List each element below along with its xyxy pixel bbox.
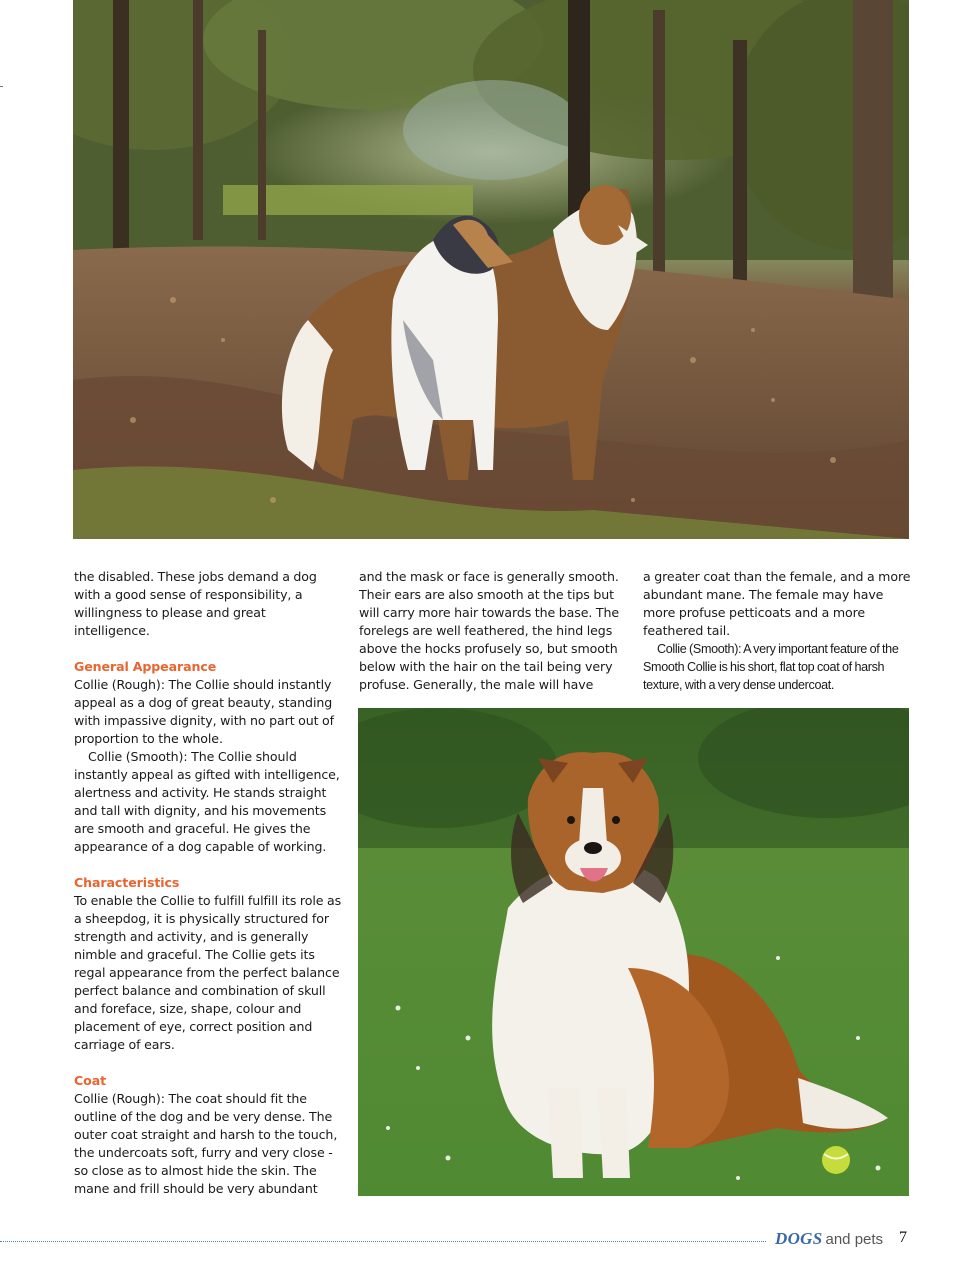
margin-mark [0, 86, 3, 87]
footer-brand [775, 1229, 883, 1253]
heading-general-appearance: General Appearance [74, 659, 217, 674]
brand-dogs: DOGS [775, 1229, 823, 1248]
coat-continued-paragraph: and the mask or face is generally smooth. Their ears are also smooth at the tips but will carry more hair towards the base. The forelegs are well feathered, the hind legs above the hocks profusely so, but smooth below with the hair on the tail being very profuse. Generally, the male will have [359, 569, 620, 692]
page-number: 7 [899, 1229, 907, 1246]
text-column-3 [643, 568, 911, 694]
coat-female-paragraph: a greater coat than the female, and a more abundant mane. The female may have more profuse petticoats and a more feathered tail. [643, 569, 911, 638]
sitting-collie-illustration [358, 708, 909, 1196]
top-photo [73, 0, 909, 539]
intro-paragraph: the disabled. These jobs demand a dog with a good sense of responsibility, a willingness to please and great intelligence. [74, 569, 317, 638]
text-column-1 [74, 568, 342, 1198]
brand-and-pets: and pets [825, 1231, 884, 1248]
general-rough-paragraph: Collie (Rough): The Collie should instantly appeal as a dog of great beauty, standing with impassive dignity, with no part out of proportion to the whole. [74, 677, 335, 746]
general-smooth-paragraph: Collie (Smooth): The Collie should instantly appeal as gifted with intelligence, alertness and activity. He stands straight and tall with dignity, and his movements are smooth and graceful. He gives the appearance of a dog capable of working. [74, 749, 340, 854]
coat-smooth-paragraph: Collie (Smooth): A very important feature of the Smooth Collie is his short, flat top coat of harsh texture, with a very dense undercoat. [643, 642, 899, 692]
heading-characteristics: Characteristics [74, 875, 180, 890]
heading-coat: Coat [74, 1073, 107, 1088]
top-photo-illustration [73, 0, 909, 539]
coat-rough-paragraph: Collie (Rough): The coat should fit the outline of the dog and be very dense. The outer coat straight and harsh to the touch, the undercoats soft, furry and very close - so close as to almost hide the skin. The mane and frill should be very abundant [74, 1091, 338, 1196]
characteristics-paragraph: To enable the Collie to fulfill fulfill its role as a sheepdog, it is physically structured for strength and activity, and is generally nimble and graceful. The Collie gets its regal appearance from the perfect balance perfect balance and combination of skull and foreface, size, shape, colour and placement of eye, correct position and carriage of ears. [74, 893, 342, 1052]
sitting-collie-photo [358, 708, 909, 1196]
footer-rule [0, 1241, 766, 1242]
text-column-2 [359, 568, 627, 694]
